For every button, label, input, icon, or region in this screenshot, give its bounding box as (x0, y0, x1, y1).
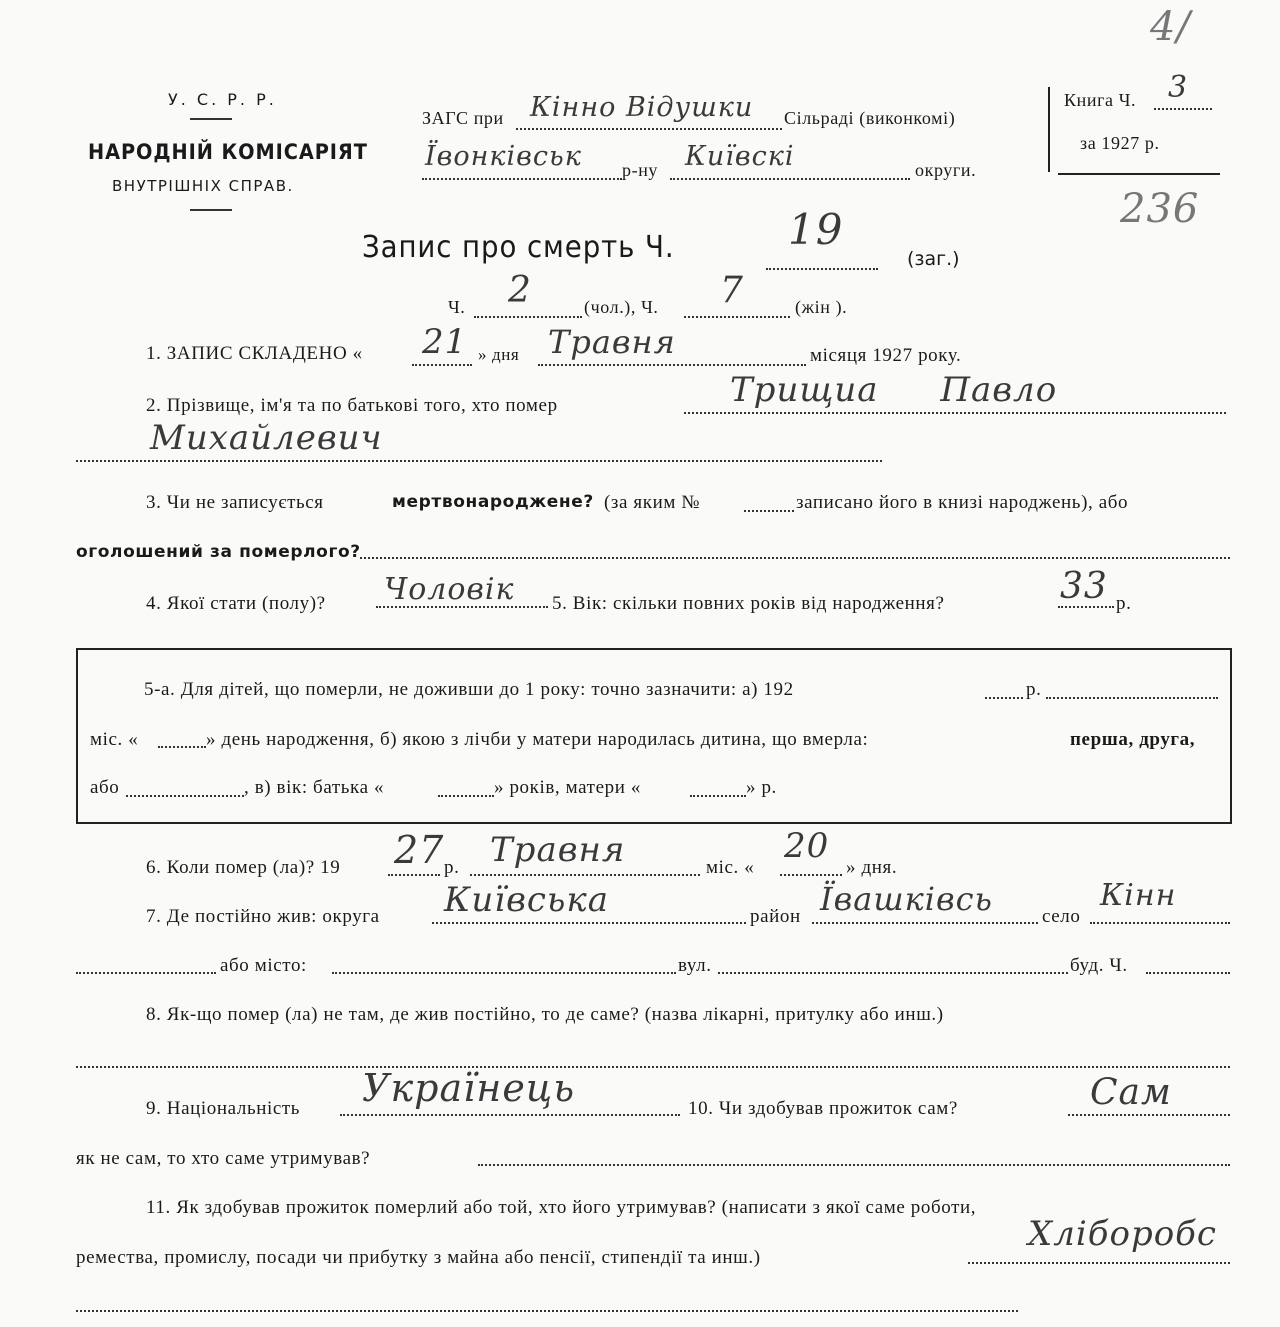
men-label: (чол.), Ч. (584, 297, 659, 317)
book-number-handwritten: 3 (1168, 70, 1189, 105)
field-5a-father-line (438, 795, 494, 797)
field-1-month-line (538, 364, 806, 366)
field-10-label: 10. Чи здобував прожиток сам? (688, 1098, 958, 1119)
men-count-line (474, 316, 582, 318)
field-5a-mother-line (690, 795, 746, 797)
field-5a-first-second: перша, друга, (1070, 729, 1196, 750)
field-6-month-line (470, 874, 700, 876)
commissariat-title: НАРОДНІЙ КОМІСАРІЯТ (88, 140, 368, 164)
zag-label: (заг.) (907, 248, 960, 270)
field-7-selo-line (1090, 922, 1230, 924)
field-6-year-suffix: р. (444, 857, 460, 878)
field-3-number-line (744, 510, 794, 512)
field-10-supporter-label: як не сам, то хто саме утримував? (76, 1148, 371, 1169)
field-2-line-1 (684, 412, 1226, 414)
field-1-day-handwritten: 21 (422, 322, 468, 362)
okruha-suffix: округи. (915, 160, 977, 180)
field-6-year-line (388, 874, 440, 876)
women-label: (жін ). (795, 297, 848, 317)
field-6-day-label: » дня. (846, 857, 898, 878)
field-5a-suffix: » р. (746, 777, 777, 798)
field-7-selo-label: село (1042, 906, 1081, 927)
field-9-line (340, 1114, 680, 1116)
internal-affairs-label: ВНУТРІШНІХ СПРАВ. (112, 177, 294, 195)
field-4-handwritten: Чоловік (384, 572, 515, 607)
field-5a-year-line (985, 697, 1023, 699)
field-11-line-1: 11. Як здобував прожиток померлий або той, хто його утримував? (написати з якої саме роботи, (146, 1197, 977, 1218)
field-7-house-line (1146, 972, 1230, 974)
field-5a-day-line (158, 746, 206, 748)
corner-handwriting-top: 4/ (1150, 4, 1191, 50)
field-5a-or: або (90, 777, 120, 798)
field-3-stillborn: мертвонароджене? (392, 492, 594, 512)
field-5a-line-1: 5-а. Для дітей, що померли, не доживши до 1 року: точно зазначити: а) 192 (144, 679, 794, 700)
field-2-line-2 (76, 460, 882, 462)
field-7-house-label: буд. Ч. (1070, 955, 1128, 976)
field-3-label: 3. Чи не записується (146, 492, 324, 513)
field-11-handwritten: Хліборобс (1028, 1214, 1217, 1254)
rayon-handwritten: Ївонківськ (425, 141, 582, 172)
zags-handwritten: Кінно Відушки (530, 92, 754, 123)
book-box-left-border (1048, 87, 1050, 172)
field-7-okruha-handwritten: Київська (444, 880, 610, 920)
field-5a-line-2: » день народження, б) якою з лічби у матери народилась дитина, що вмерла: (206, 729, 869, 750)
field-7-rayon-label: район (750, 906, 801, 927)
zags-line (516, 128, 782, 130)
field-7-street-line (718, 972, 1068, 974)
field-7-rayon-handwritten: Ївашківсь (820, 880, 993, 918)
field-5a-mother-label: » років, матери « (494, 777, 641, 798)
field-7-city-label: або місто: (220, 955, 307, 976)
year-label: за 1927 р. (1080, 133, 1160, 153)
divider-bottom (190, 209, 232, 211)
rayon-suffix: р-ну (622, 160, 659, 180)
rayon-line (422, 178, 622, 180)
record-title: Запис про смерть Ч. (362, 230, 675, 265)
field-10-handwritten: Сам (1090, 1072, 1172, 1113)
divider-top (190, 118, 232, 120)
men-count-handwritten: 2 (508, 270, 532, 311)
field-5-handwritten: 33 (1060, 566, 1108, 607)
field-7-city-line (332, 972, 676, 974)
field-1-day-label: » дня (478, 345, 520, 364)
field-7-blank-line (76, 972, 216, 974)
field-6-month-label: міс. « (706, 857, 755, 878)
field-1-year-label: місяця 1927 року. (810, 345, 962, 366)
field-5a-order-line (126, 795, 244, 797)
field-6-month-handwritten: Травня (490, 830, 626, 870)
field-5a-year-suffix: р. (1026, 679, 1042, 700)
field-11-line (76, 1310, 1018, 1312)
field-7-street-label: вул. (678, 955, 712, 976)
zags-prefix: ЗАГС при (422, 108, 504, 128)
field-2-label: 2. Прізвище, ім'я та по батькові того, хто помер (146, 395, 558, 416)
field-7-okruha-line (432, 922, 746, 924)
field-7-rayon-line (812, 922, 1038, 924)
field-8-label: 8. Як-що помер (ла) не там, де жив постійно, то де саме? (назва лікарні, притулку або инш.) (146, 1004, 944, 1025)
field-9-label: 9. Національність (146, 1098, 301, 1119)
field-10-supporter-line (478, 1164, 1230, 1166)
book-line (1154, 108, 1212, 110)
corner-handwriting-number: 236 (1120, 186, 1200, 232)
field-1-label: 1. ЗАПИС СКЛАДЕНО « (146, 343, 363, 364)
field-5a-line-1-fill (1046, 697, 1218, 699)
field-9-handwritten: Українець (362, 1066, 576, 1110)
record-number-handwritten: 19 (788, 205, 844, 254)
field-5-label: 5. Вік: скільки повних років від народження? (552, 593, 945, 614)
field-3-number-label: (за яким № (604, 492, 701, 513)
book-label: Книга Ч. (1064, 90, 1137, 110)
field-8-line (76, 1066, 1230, 1068)
women-count-handwritten: 7 (720, 270, 744, 311)
field-1-day-line (412, 364, 472, 366)
field-3-line (360, 557, 1230, 559)
field-1-month-handwritten: Травня (548, 323, 676, 361)
field-7-selo-handwritten: Кінн (1100, 878, 1177, 913)
count-prefix: Ч. (448, 297, 466, 317)
zags-suffix: Сільраді (виконкомі) (784, 108, 956, 128)
book-box-bottom-border (1058, 173, 1220, 175)
record-number-line (766, 268, 878, 270)
field-6-year-handwritten: 27 (394, 828, 445, 872)
field-5a-month-label: міс. « (90, 729, 139, 750)
field-6-label: 6. Коли помер (ла)? 19 (146, 857, 341, 878)
field-2-handwritten-1: Трищиа Павло (730, 370, 1058, 410)
field-5a-father-label: , в) вік: батька « (244, 777, 385, 798)
field-11-line-2: ремества, промислу, посади чи прибутку з майна або пенсії, стипендії та инш.) (76, 1247, 761, 1268)
field-6-day-handwritten: 20 (784, 826, 830, 866)
field-4-label: 4. Якої стати (полу)? (146, 593, 326, 614)
women-count-line (684, 316, 790, 318)
ussr-label: У. С. Р. Р. (168, 90, 277, 109)
field-7-label: 7. Де постійно жив: округа (146, 906, 380, 927)
field-2-handwritten-2: Михайлевич (150, 418, 383, 458)
okruha-line (670, 178, 910, 180)
field-11-occupation-line (968, 1262, 1230, 1264)
field-10-line (1068, 1114, 1230, 1116)
okruha-handwritten: Київскі (685, 141, 795, 172)
field-3-record-label: записано його в книзі народжень), або (796, 492, 1129, 513)
field-6-day-line (780, 874, 842, 876)
field-3-declared-dead: оголошений за померлого? (76, 542, 361, 562)
field-5-suffix: р. (1116, 593, 1132, 614)
